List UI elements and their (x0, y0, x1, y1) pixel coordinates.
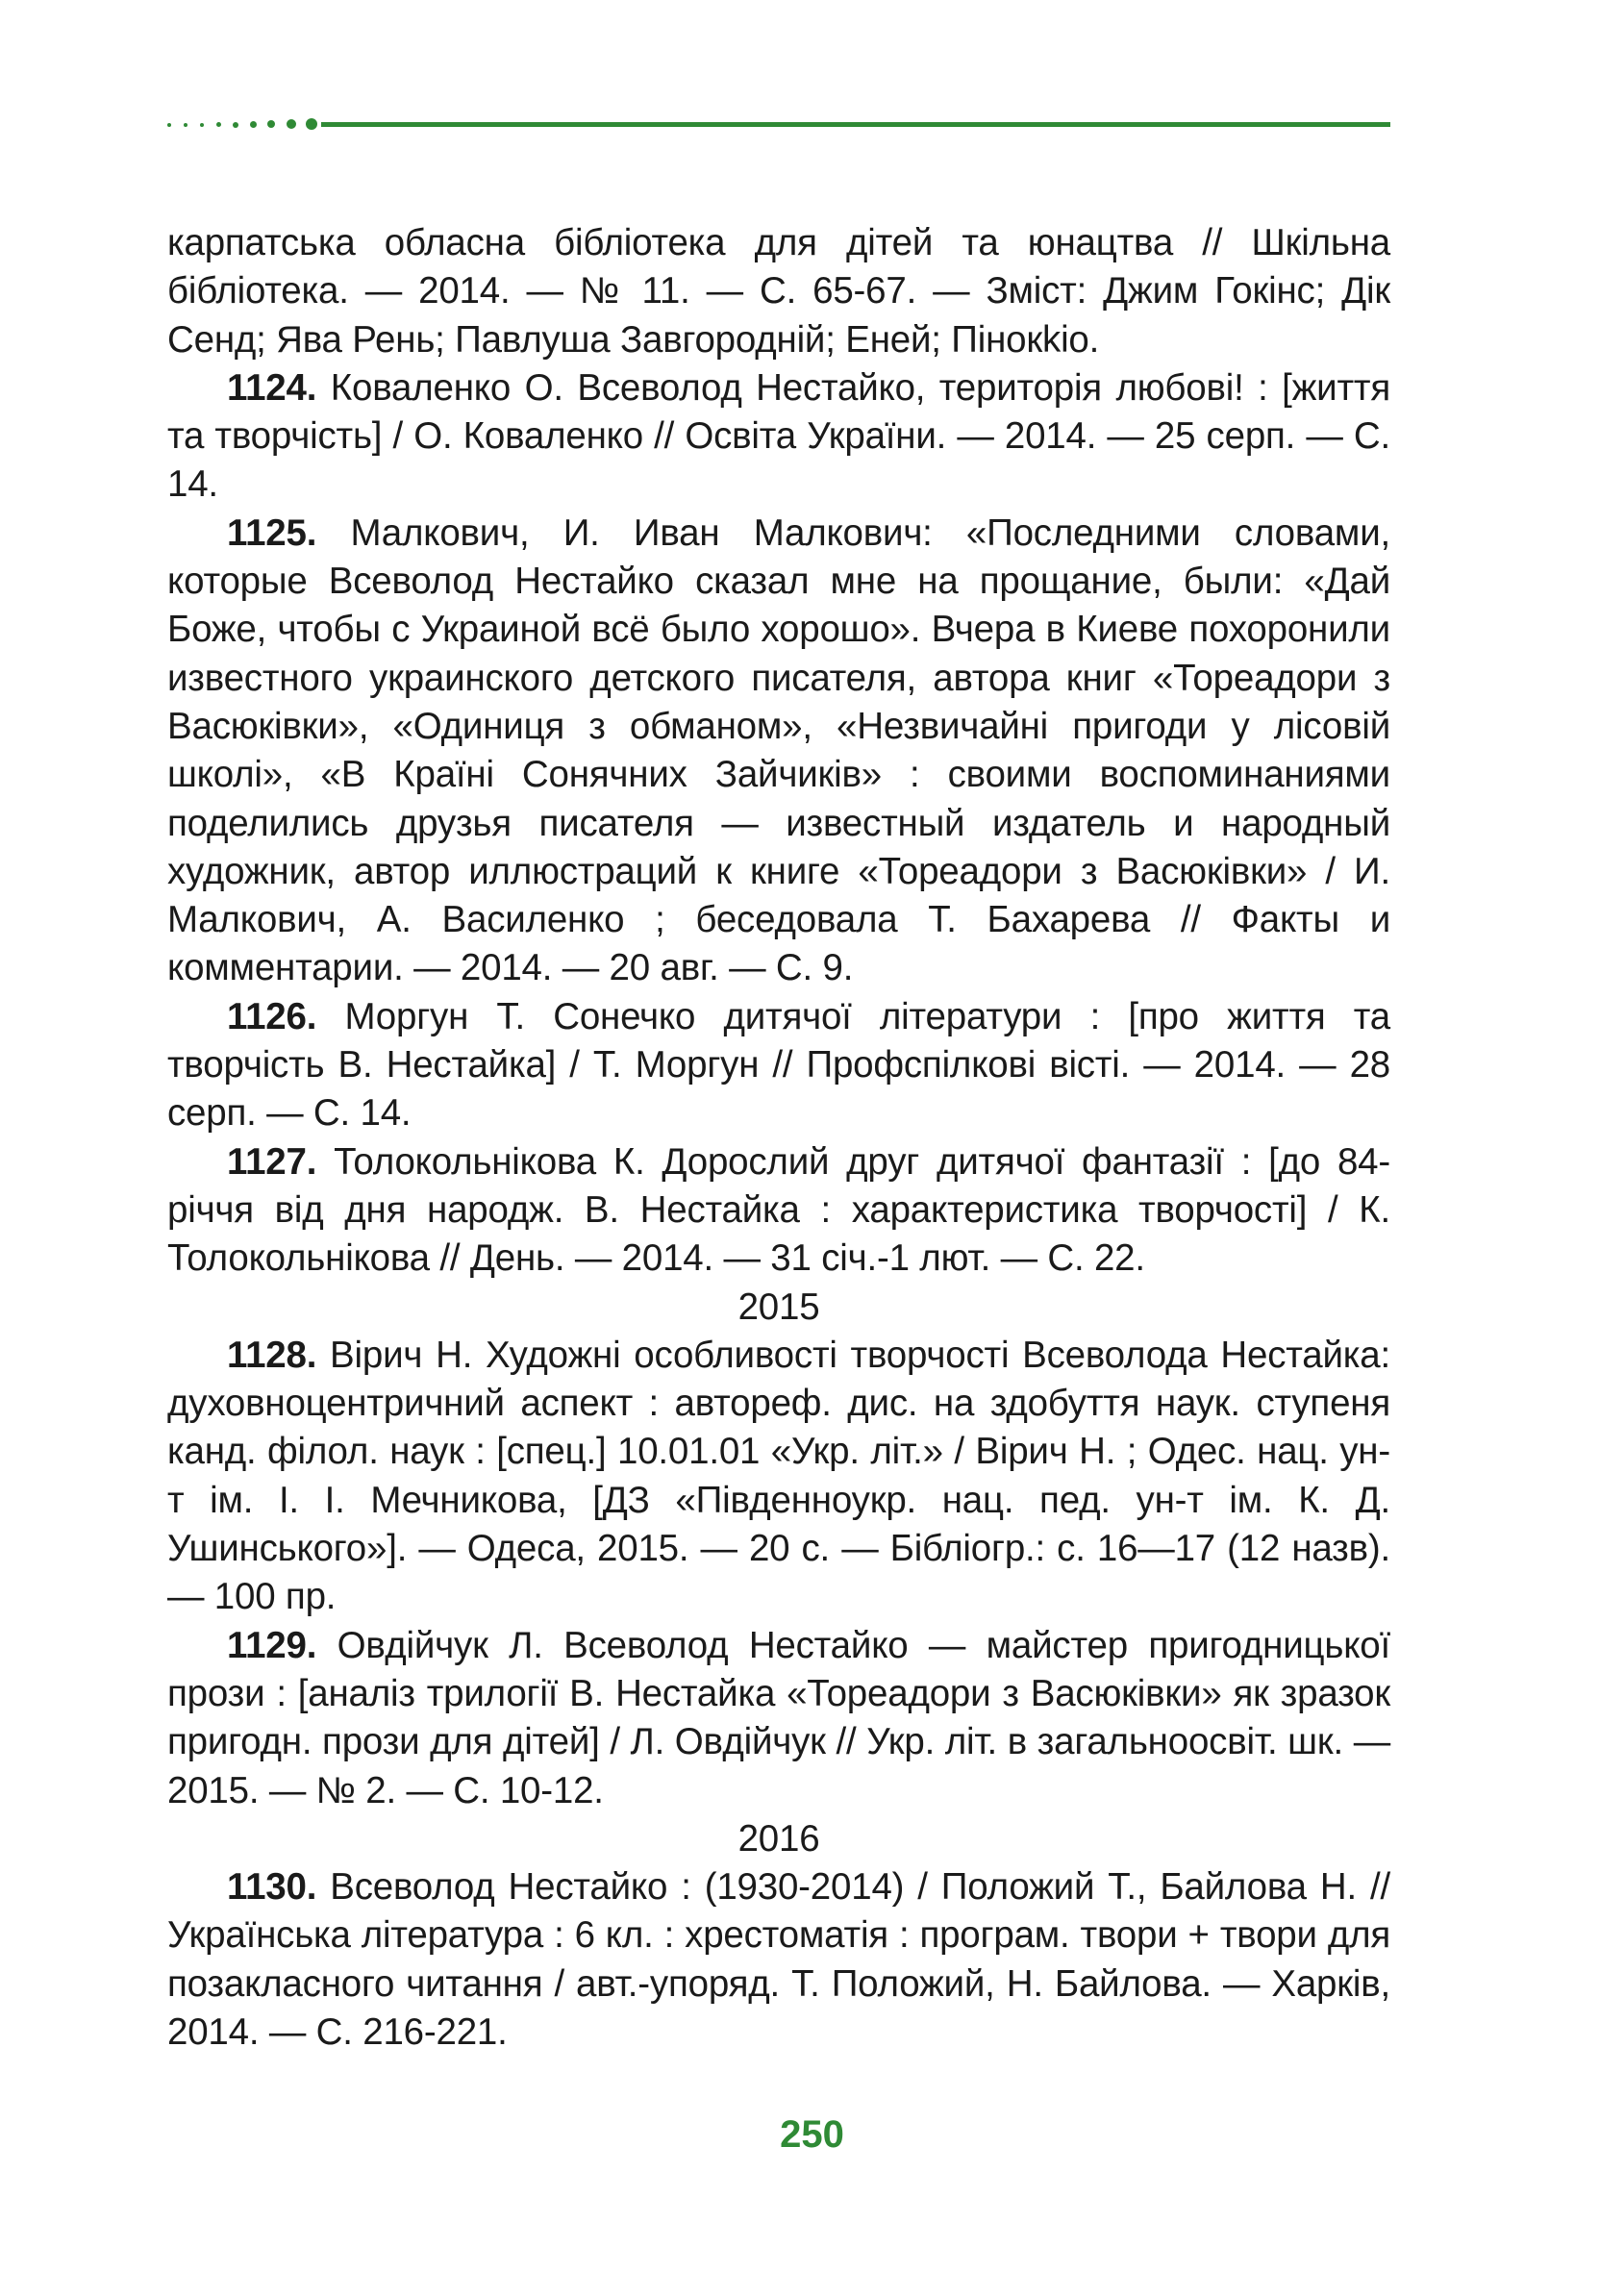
bibliography-content (167, 219, 1390, 2057)
entry-number: 1129. (227, 1624, 317, 1666)
entry-number: 1125. (227, 512, 317, 554)
header-dot (267, 120, 275, 128)
header-dot (250, 121, 257, 128)
entry-text: карпатська обласна бібліотека для дітей та юнацтва // Шкільна бібліотека. — 2014. — № 11. — С. 65-67. — Зміст: Джим Гокінс; Дік Сенд; Ява Рень; Павлуша Завгородній; Еней; Пінокkio. (167, 222, 1390, 361)
bibliography-entry-1126 (167, 993, 1390, 1138)
year-heading-2016: 2016 (737, 1817, 820, 1860)
header-dot (216, 122, 221, 127)
year-heading-2015: 2015 (737, 1286, 820, 1328)
entry-text: Моргун Т. Сонечко дитячої літератури : [про життя та творчість В. Нестайка] / Т. Моргун // Профспілкові вісті. — 2014. — 28 серп. — С. 14. (167, 995, 1390, 1135)
header-dot (287, 119, 296, 129)
entry-text: Вірич Н. Художні особливості творчості Всеволода Нестайка: духовноцентричний аспект : автореф. дис. на здобуття наук. ступеня канд. філол. наук : [спец.] 10.01.01 «Укр. літ.» / Вірич Н. ; Одес. нац. ун-т ім. І. І. Мечникова, [ДЗ «Південноукр. нац. пед. ун-т ім. К. Д. Ушинського»]. — Одеса, 2015. — 20 с. — Бібліогр.: с. 16—17 (12 назв). — 100 пр. (167, 1334, 1390, 1618)
header-line (321, 122, 1390, 127)
page-number: 250 (780, 2113, 844, 2156)
header-dot (167, 123, 171, 127)
bibliography-entry-1130 (167, 1863, 1390, 2057)
entry-text: Малкович, И. Иван Малкович: «Последними словами, которые Всеволод Нестайко сказал мне на прощание, были: «Дай Боже, чтобы с Украиной всё было хорошо». Вчера в Киеве похоронили известного украинского детского писателя, автора книг «Тореадори з Васюківки», «Одиниця з обманом», «Незвичайні пригоди у лісовій школі», «В Країні Сонячних Зайчиків» : своими воспоминаниями поделились друзья писателя — известный издатель и народный художник, автор иллюстраций к книге «Тореадори з Васюківки» / И. Малкович, А. Василенко ; беседовала Т. Бахарева // Факты и комментарии. — 2014. — 20 авг. — С. 9. (167, 512, 1390, 989)
header-dot (306, 118, 317, 130)
entry-text: Толокольнікова К. Дорослий друг дитячої фантазії : [до 84-річчя від дня народж. В. Нестайка : характеристика творчості] / К. Толокольнікова // День. — 2014. — 31 січ.-1 лют. — С. 22. (167, 1140, 1390, 1280)
header-dot (184, 123, 187, 127)
entry-text: Всеволод Нестайко : (1930-2014) / Положий Т., Байлова Н. // Українська література : 6 кл. : хрестоматія : програм. твори + твори для позакласного читання / авт.-упоряд. Т. Положий, Н. Байлова. — Харків, 2014. — С. 216-221. (167, 1866, 1390, 2053)
bibliography-entry-1128 (167, 1332, 1390, 1622)
entry-number: 1128. (227, 1334, 317, 1376)
bibliography-entry-continuation (167, 219, 1390, 364)
bibliography-entry-1125 (167, 510, 1390, 993)
bibliography-entry-1129 (167, 1622, 1390, 1815)
entry-text: Коваленко О. Всеволод Нестайко, територія любові! : [життя та творчість] / О. Коваленко // Освіта України. — 2014. — 25 серп. — С. 14. (167, 366, 1390, 506)
header-dot (200, 123, 204, 127)
entry-number: 1127. (227, 1140, 317, 1183)
header-decorative-rule (167, 116, 1390, 132)
bibliography-entry-1127 (167, 1138, 1390, 1284)
bibliography-entry-1124 (167, 364, 1390, 510)
entry-number: 1130. (227, 1866, 317, 1909)
entry-text: Овдійчук Л. Всеволод Нестайко — майстер пригодницької прози : [аналіз трилогії В. Нестайка «Тореадори з Васюківки» як зразок пригодн. прози для дітей] / Л. Овдійчук // Укр. літ. в загальноосвіт. шк. — 2015. — № 2. — С. 10-12. (167, 1624, 1390, 1811)
entry-number: 1126. (227, 995, 317, 1037)
entry-number: 1124. (227, 366, 317, 409)
header-dot (233, 122, 238, 128)
